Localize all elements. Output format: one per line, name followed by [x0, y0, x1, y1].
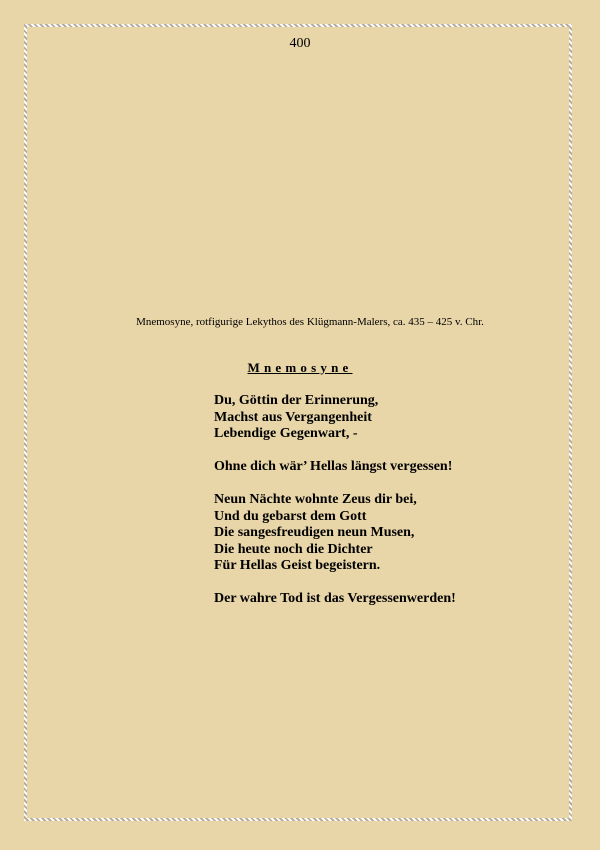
poem-line: Du, Göttin der Erinnerung,	[214, 393, 379, 408]
poem-line: Die heute noch die Dichter	[214, 541, 373, 557]
stanza-2	[214, 459, 456, 476]
poem-title: Mnemosyne	[247, 360, 353, 375]
stanza-3	[214, 492, 456, 575]
poem-body	[214, 393, 456, 624]
poem-line: Lebendige Gegenwart, -	[214, 426, 358, 441]
poem-line: Und du gebarst dem Gott	[214, 508, 367, 524]
poem-line: Der wahre Tod ist das Vergessenwerden!	[214, 591, 456, 606]
poem-line: Ohne dich wär’ Hellas längst vergessen!	[214, 459, 453, 474]
page-number: 400	[289, 36, 311, 51]
image-caption: Mnemosyne, rotfigurige Lekythos des Klügmann-Malers, ca. 435 – 425 v. Chr.	[136, 316, 484, 328]
poem-line: Die sangesfreudigen neun Musen,	[214, 525, 415, 540]
poem-line: Für Hellas Geist begeistern.	[214, 558, 381, 573]
poem-line: Neun Nächte wohnte Zeus dir bei,	[214, 492, 417, 507]
stanza-4	[214, 591, 456, 608]
stanza-1	[214, 393, 456, 443]
poem-line: Machst aus Vergangenheit	[214, 409, 372, 425]
